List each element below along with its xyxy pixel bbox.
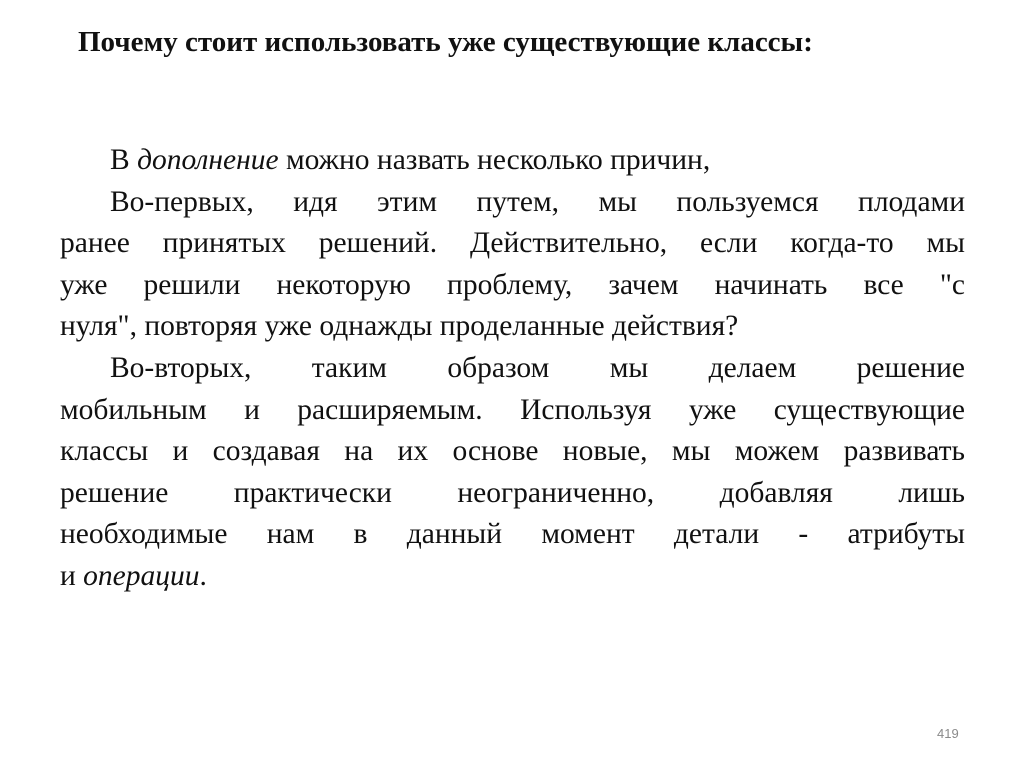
- text-line: ранее принятых решений. Действительно, если когда-то мы: [60, 227, 965, 260]
- text-segment: можно назвать несколько причин,: [278, 144, 711, 176]
- slide-body: [60, 140, 965, 598]
- text-segment: В: [110, 144, 138, 176]
- text-line: мобильным и расширяемым. Используя уже существующие: [60, 393, 965, 426]
- italic-term: операции: [83, 559, 200, 592]
- slide-title: Почему стоит использовать уже существующие классы:: [78, 26, 813, 58]
- text-segment: .: [199, 559, 207, 592]
- text-line: классы и создавая на их основе новые, мы можем развивать: [60, 435, 965, 468]
- text-line: решение практически неограниченно, добавляя лишь: [60, 476, 965, 509]
- text-segment: и: [60, 559, 84, 592]
- text-line: Во-вторых, таким образом мы делаем решение: [110, 351, 965, 384]
- text-line: [60, 556, 965, 598]
- text-line: уже решили некоторую проблему, зачем начинать все "с: [60, 268, 965, 301]
- page-number: 419: [937, 726, 959, 741]
- italic-term: дополнение: [137, 144, 279, 176]
- text-line: Во-первых, идя этим путем, мы пользуемся плодами: [110, 185, 965, 218]
- text-line: необходимые нам в данный момент детали - атрибуты: [60, 518, 965, 551]
- text-line: [60, 140, 965, 182]
- text-line: нуля", повторяя уже однажды проделанные действия?: [60, 310, 739, 343]
